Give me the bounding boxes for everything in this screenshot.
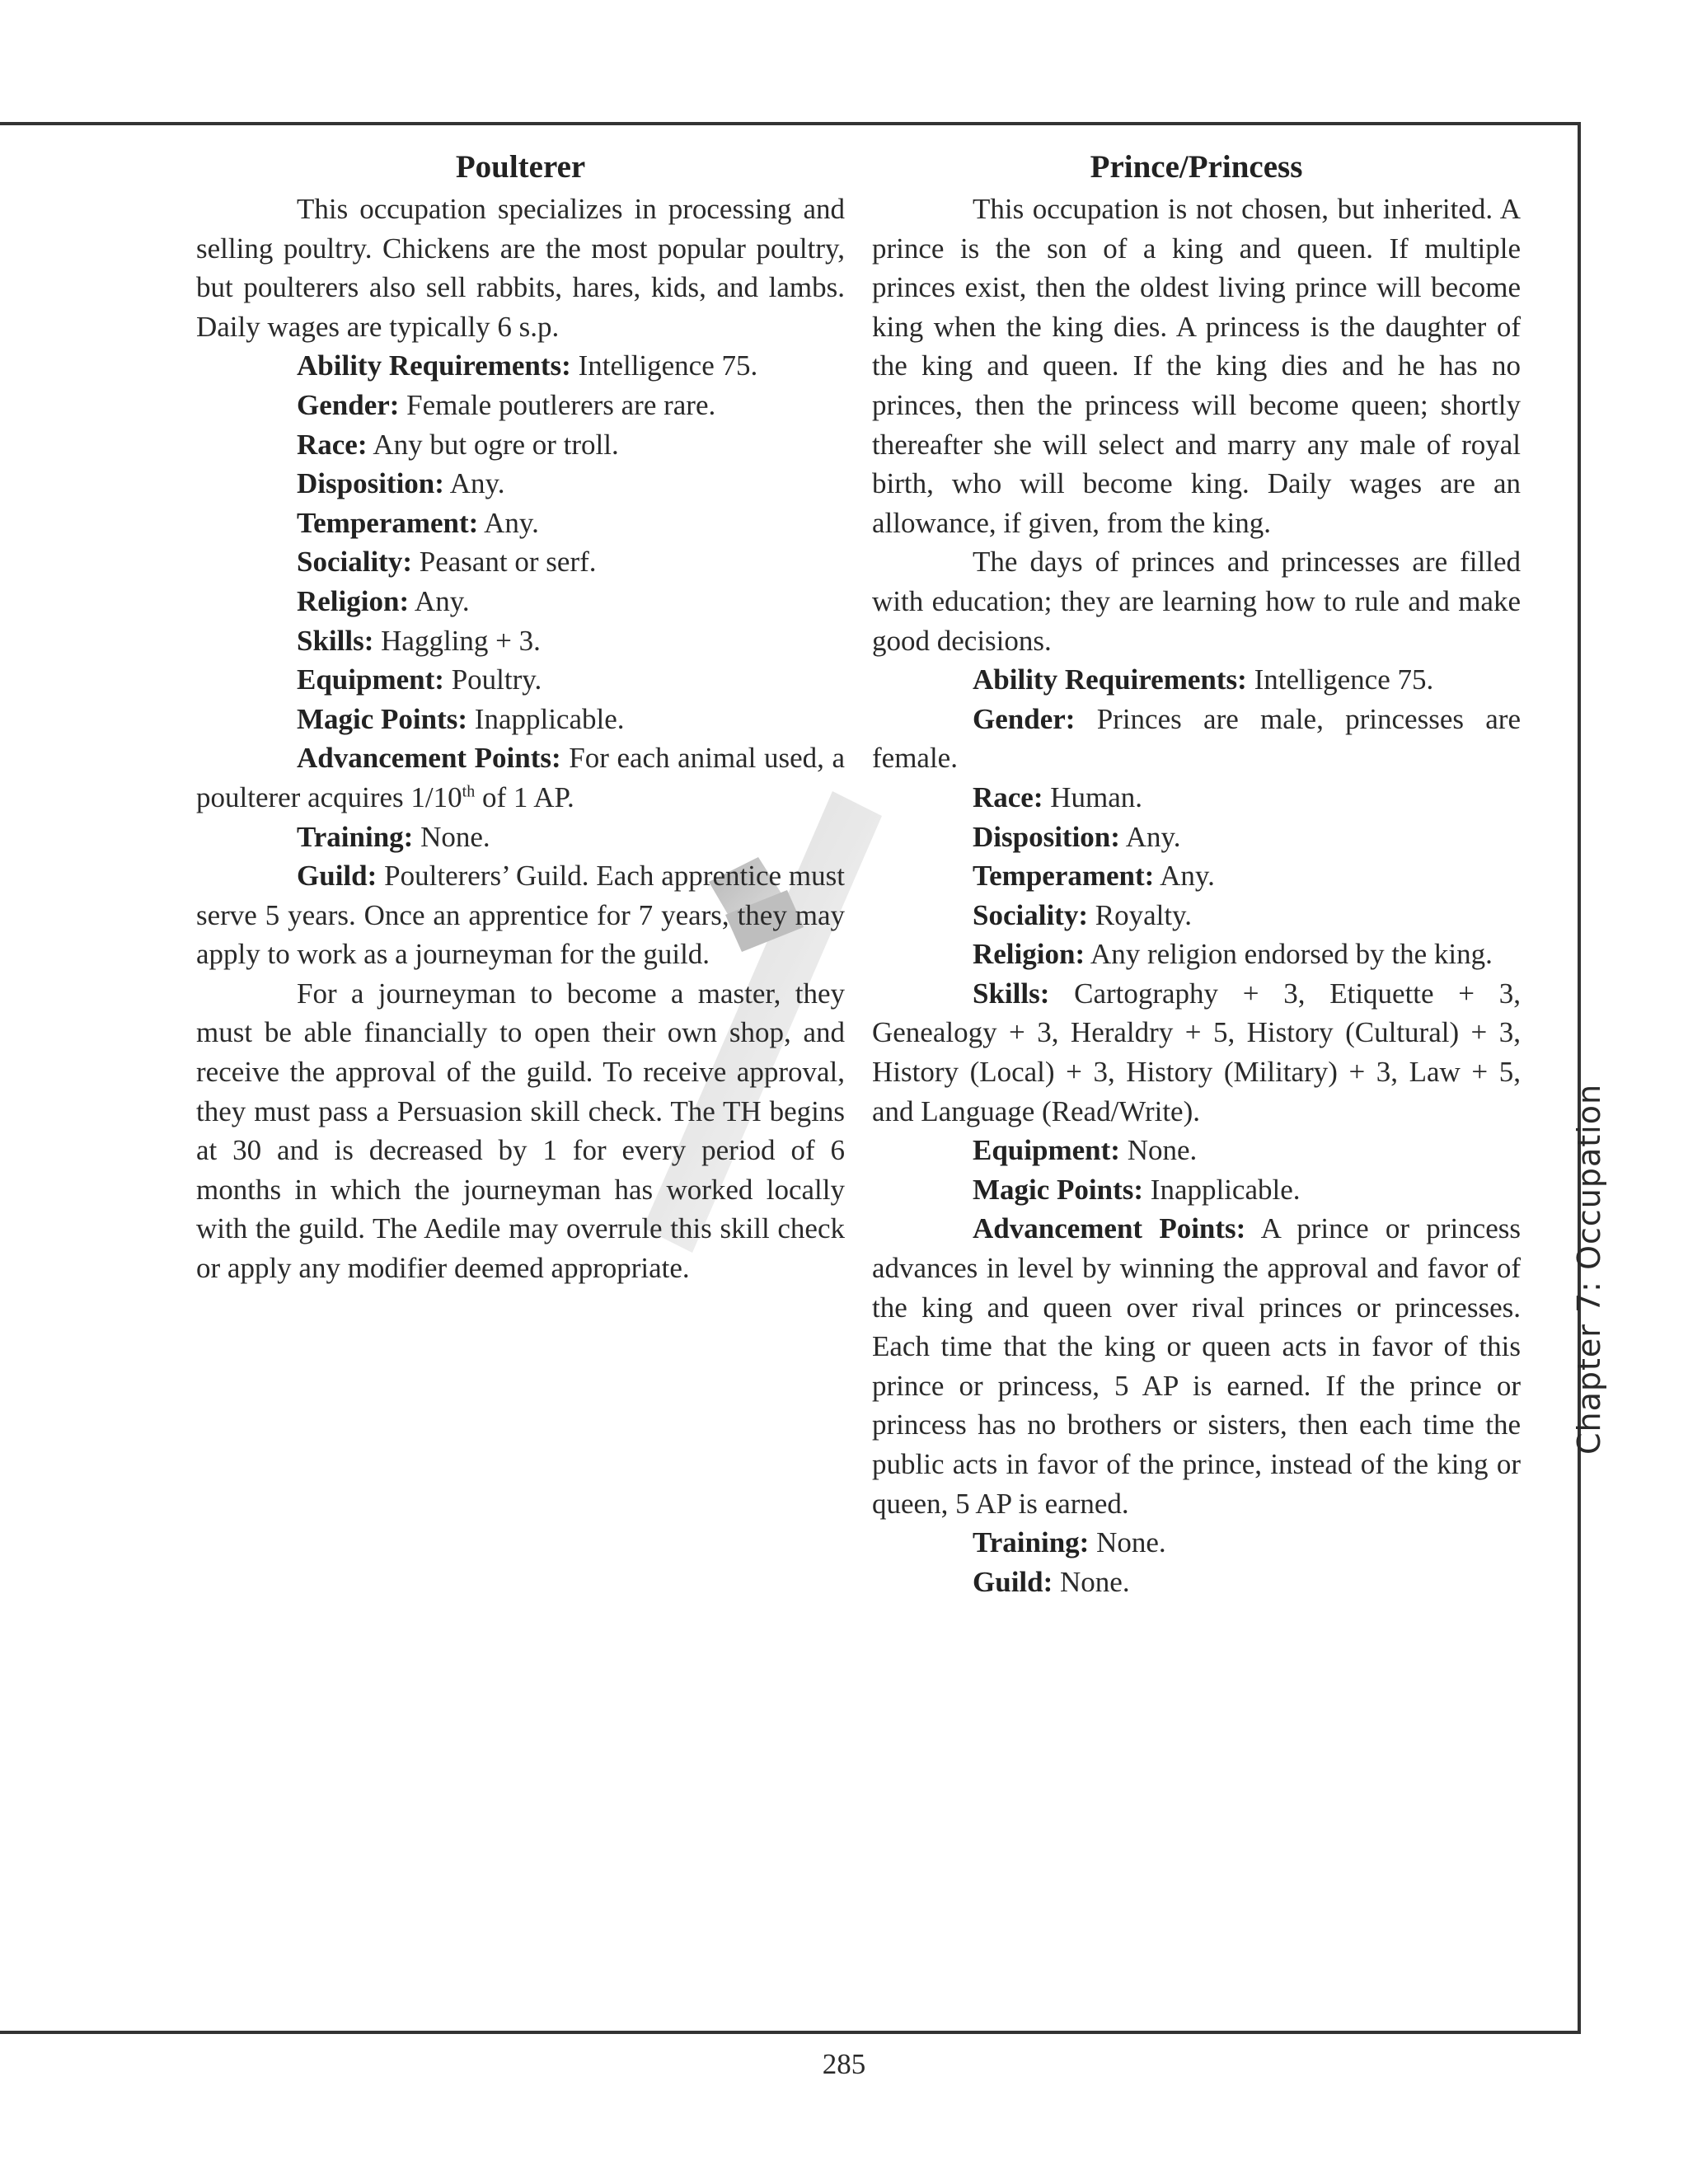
field-disposition: Disposition: Any.: [973, 820, 1181, 853]
poulterer-column: [196, 147, 845, 1288]
page-number: 285: [822, 2048, 866, 2080]
field-gender: Gender: Female poutlerers are rare.: [297, 388, 716, 421]
field-training: Training: None.: [297, 820, 490, 853]
chapter-title: Chapter 7: Occupation: [1571, 1083, 1607, 1455]
field-sociality: Sociality: Royalty.: [973, 898, 1193, 931]
field-religion: Religion: Any.: [297, 584, 470, 617]
poulterer-intro: This occupation specializes in processing and selling poultry. Chickens are the most popular poultry, but poulterers also sell rabbits, hares, kids, and lambs. Daily wages are typically 6 s.p.: [196, 193, 845, 343]
field-religion: Religion: Any religion endorsed by the king.: [973, 938, 1493, 971]
prince-title: Prince/Princess: [1090, 149, 1303, 185]
prince-intro-2: The days of princes and princesses are filled with education; they are learning how to rule and make good decisions.: [872, 546, 1521, 657]
field-temperament: Temperament: Any.: [973, 860, 1215, 893]
field-guild: Guild: Poulterers’ Guild. Each apprentice must serve 5 years. Once an apprentice for 7 years, they may apply to work as a journeyman for the guild.: [196, 860, 845, 971]
field-skills: Skills: Cartography + 3, Etiquette + 3, Genealogy + 3, Heraldry + 5, History (Cultural) + 3, History (Local) + 3, History (Military) + 3, Law + 5, and Language (Read/Write).: [872, 977, 1521, 1127]
poulterer-title: Poulterer: [455, 149, 586, 185]
field-disposition: Disposition: Any.: [297, 467, 505, 500]
field-magic-points: Magic Points: Inapplicable.: [973, 1173, 1301, 1206]
field-advancement: Advancement Points: For each animal used, a poulterer acquires 1/10th of 1 AP.: [196, 742, 845, 813]
field-race: Race: Human.: [973, 780, 1143, 813]
field-equipment: Equipment: None.: [973, 1134, 1198, 1167]
prince-intro: This occupation is not chosen, but inherited. A prince is the son of a king and queen. If multiple princes exist, then the oldest living prince will become king when the king dies. A princess is the daughter of the king and queen. If the king dies and he has no princes, then the princess will become queen; shortly thereafter she will select and marry any male of royal birth, who will become king. Daily wages are an allowance, if given, from the king.: [872, 193, 1521, 539]
field-temperament: Temperament: Any.: [297, 506, 539, 539]
field-sociality: Sociality: Peasant or serf.: [297, 546, 597, 579]
prince-column: [872, 147, 1521, 1601]
field-magic-points: Magic Points: Inapplicable.: [297, 702, 625, 735]
field-race: Race: Any but ogre or troll.: [297, 428, 619, 461]
field-skills: Skills: Haggling + 3.: [297, 624, 541, 657]
poulterer-closing: For a journeyman to become a master, they must be able financially to open their own shop, and receive the approval of the guild. To receive approval, they must pass a Persuasion skill check. The TH begins at 30 and is decreased by 1 for every period of 6 months in which the journeyman has worked locally with the guild. The Aedile may overrule this skill check or apply any modifier deemed appropriate.: [196, 977, 845, 1285]
field-guild: Guild: None.: [973, 1565, 1130, 1598]
field-ability: Ability Requirements: Intelligence 75.: [973, 663, 1434, 696]
field-training: Training: None.: [973, 1526, 1166, 1559]
field-gender: Gender: Princes are male, princesses are female.: [872, 702, 1521, 775]
field-ability: Ability Requirements: Intelligence 75.: [297, 349, 758, 382]
field-advancement: Advancement Points: A prince or princess advances in level by winning the approval and favor of the king and queen over rival princes or princesses. Each time that the king or queen acts in favor of this prince or princess, 5 AP is earned. If the prince or princess has no brothers or sisters, then each time the public acts in favor of the prince, instead of the king or queen, 5 AP is earned.: [872, 1212, 1521, 1520]
field-equipment: Equipment: Poultry.: [297, 663, 542, 696]
